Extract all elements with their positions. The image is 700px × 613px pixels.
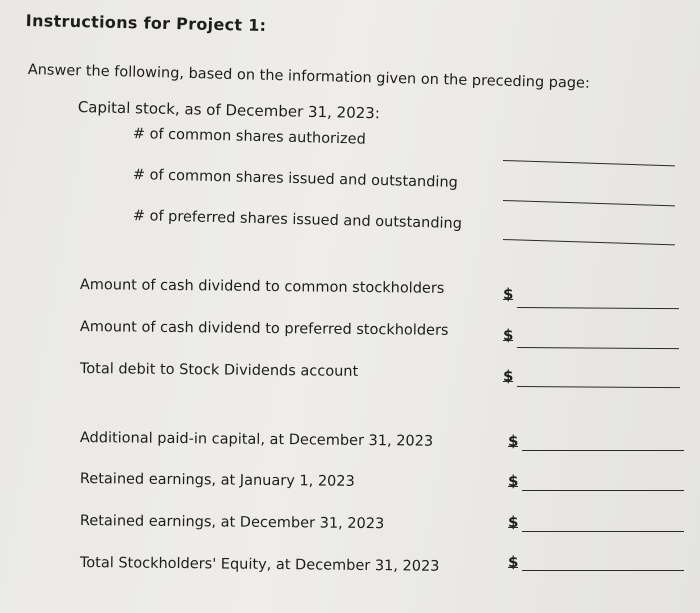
dollar-sign: $ xyxy=(508,513,519,531)
preferred-shares-outstanding-blank[interactable] xyxy=(503,239,675,245)
retained-earnings-dec-blank[interactable] xyxy=(522,531,684,532)
page-title: Instructions for Project 1: xyxy=(25,11,267,36)
capital-stock-heading: Capital stock, as of December 31, 2023: xyxy=(77,98,381,123)
total-stockholders-equity-blank[interactable] xyxy=(522,570,684,571)
stock-dividends-debit-label: Total debit to Stock Dividends account xyxy=(79,361,359,380)
common-cash-dividend-blank[interactable] xyxy=(517,307,679,309)
retained-earnings-jan-blank[interactable] xyxy=(522,490,684,491)
total-stockholders-equity-label: Total Stockholders' Equity, at December 31, 2023 xyxy=(79,555,440,575)
retained-earnings-jan-label: Retained earnings, at January 1, 2023 xyxy=(79,471,355,490)
dollar-sign: $ xyxy=(508,432,519,450)
preferred-cash-dividend-blank[interactable] xyxy=(517,347,679,349)
dollar-sign: $ xyxy=(508,553,519,571)
common-shares-outstanding-label: # of common shares issued and outstanding xyxy=(132,167,459,191)
preferred-shares-outstanding-label: # of preferred shares issued and outstanding xyxy=(132,208,463,233)
retained-earnings-dec-label: Retained earnings, at December 31, 2023 xyxy=(79,513,385,533)
dollar-sign: $ xyxy=(503,285,514,303)
stock-dividends-debit-blank[interactable] xyxy=(517,386,680,388)
common-shares-outstanding-blank[interactable] xyxy=(503,200,675,206)
dollar-sign: $ xyxy=(503,326,514,344)
common-cash-dividend-label: Amount of cash dividend to common stockholders xyxy=(79,277,445,297)
preferred-cash-dividend-label: Amount of cash dividend to preferred stockholders xyxy=(79,319,449,339)
common-shares-authorized-blank[interactable] xyxy=(503,160,675,166)
dollar-sign: $ xyxy=(508,472,519,490)
dollar-sign: $ xyxy=(503,367,514,385)
additional-paid-in-capital-label: Additional paid-in capital, at December 31, 2023 xyxy=(79,430,434,450)
additional-paid-in-capital-blank[interactable] xyxy=(522,450,684,451)
common-shares-authorized-label: # of common shares authorized xyxy=(132,126,366,148)
instructions-text: Answer the following, based on the information given on the preceding page: xyxy=(27,62,591,92)
